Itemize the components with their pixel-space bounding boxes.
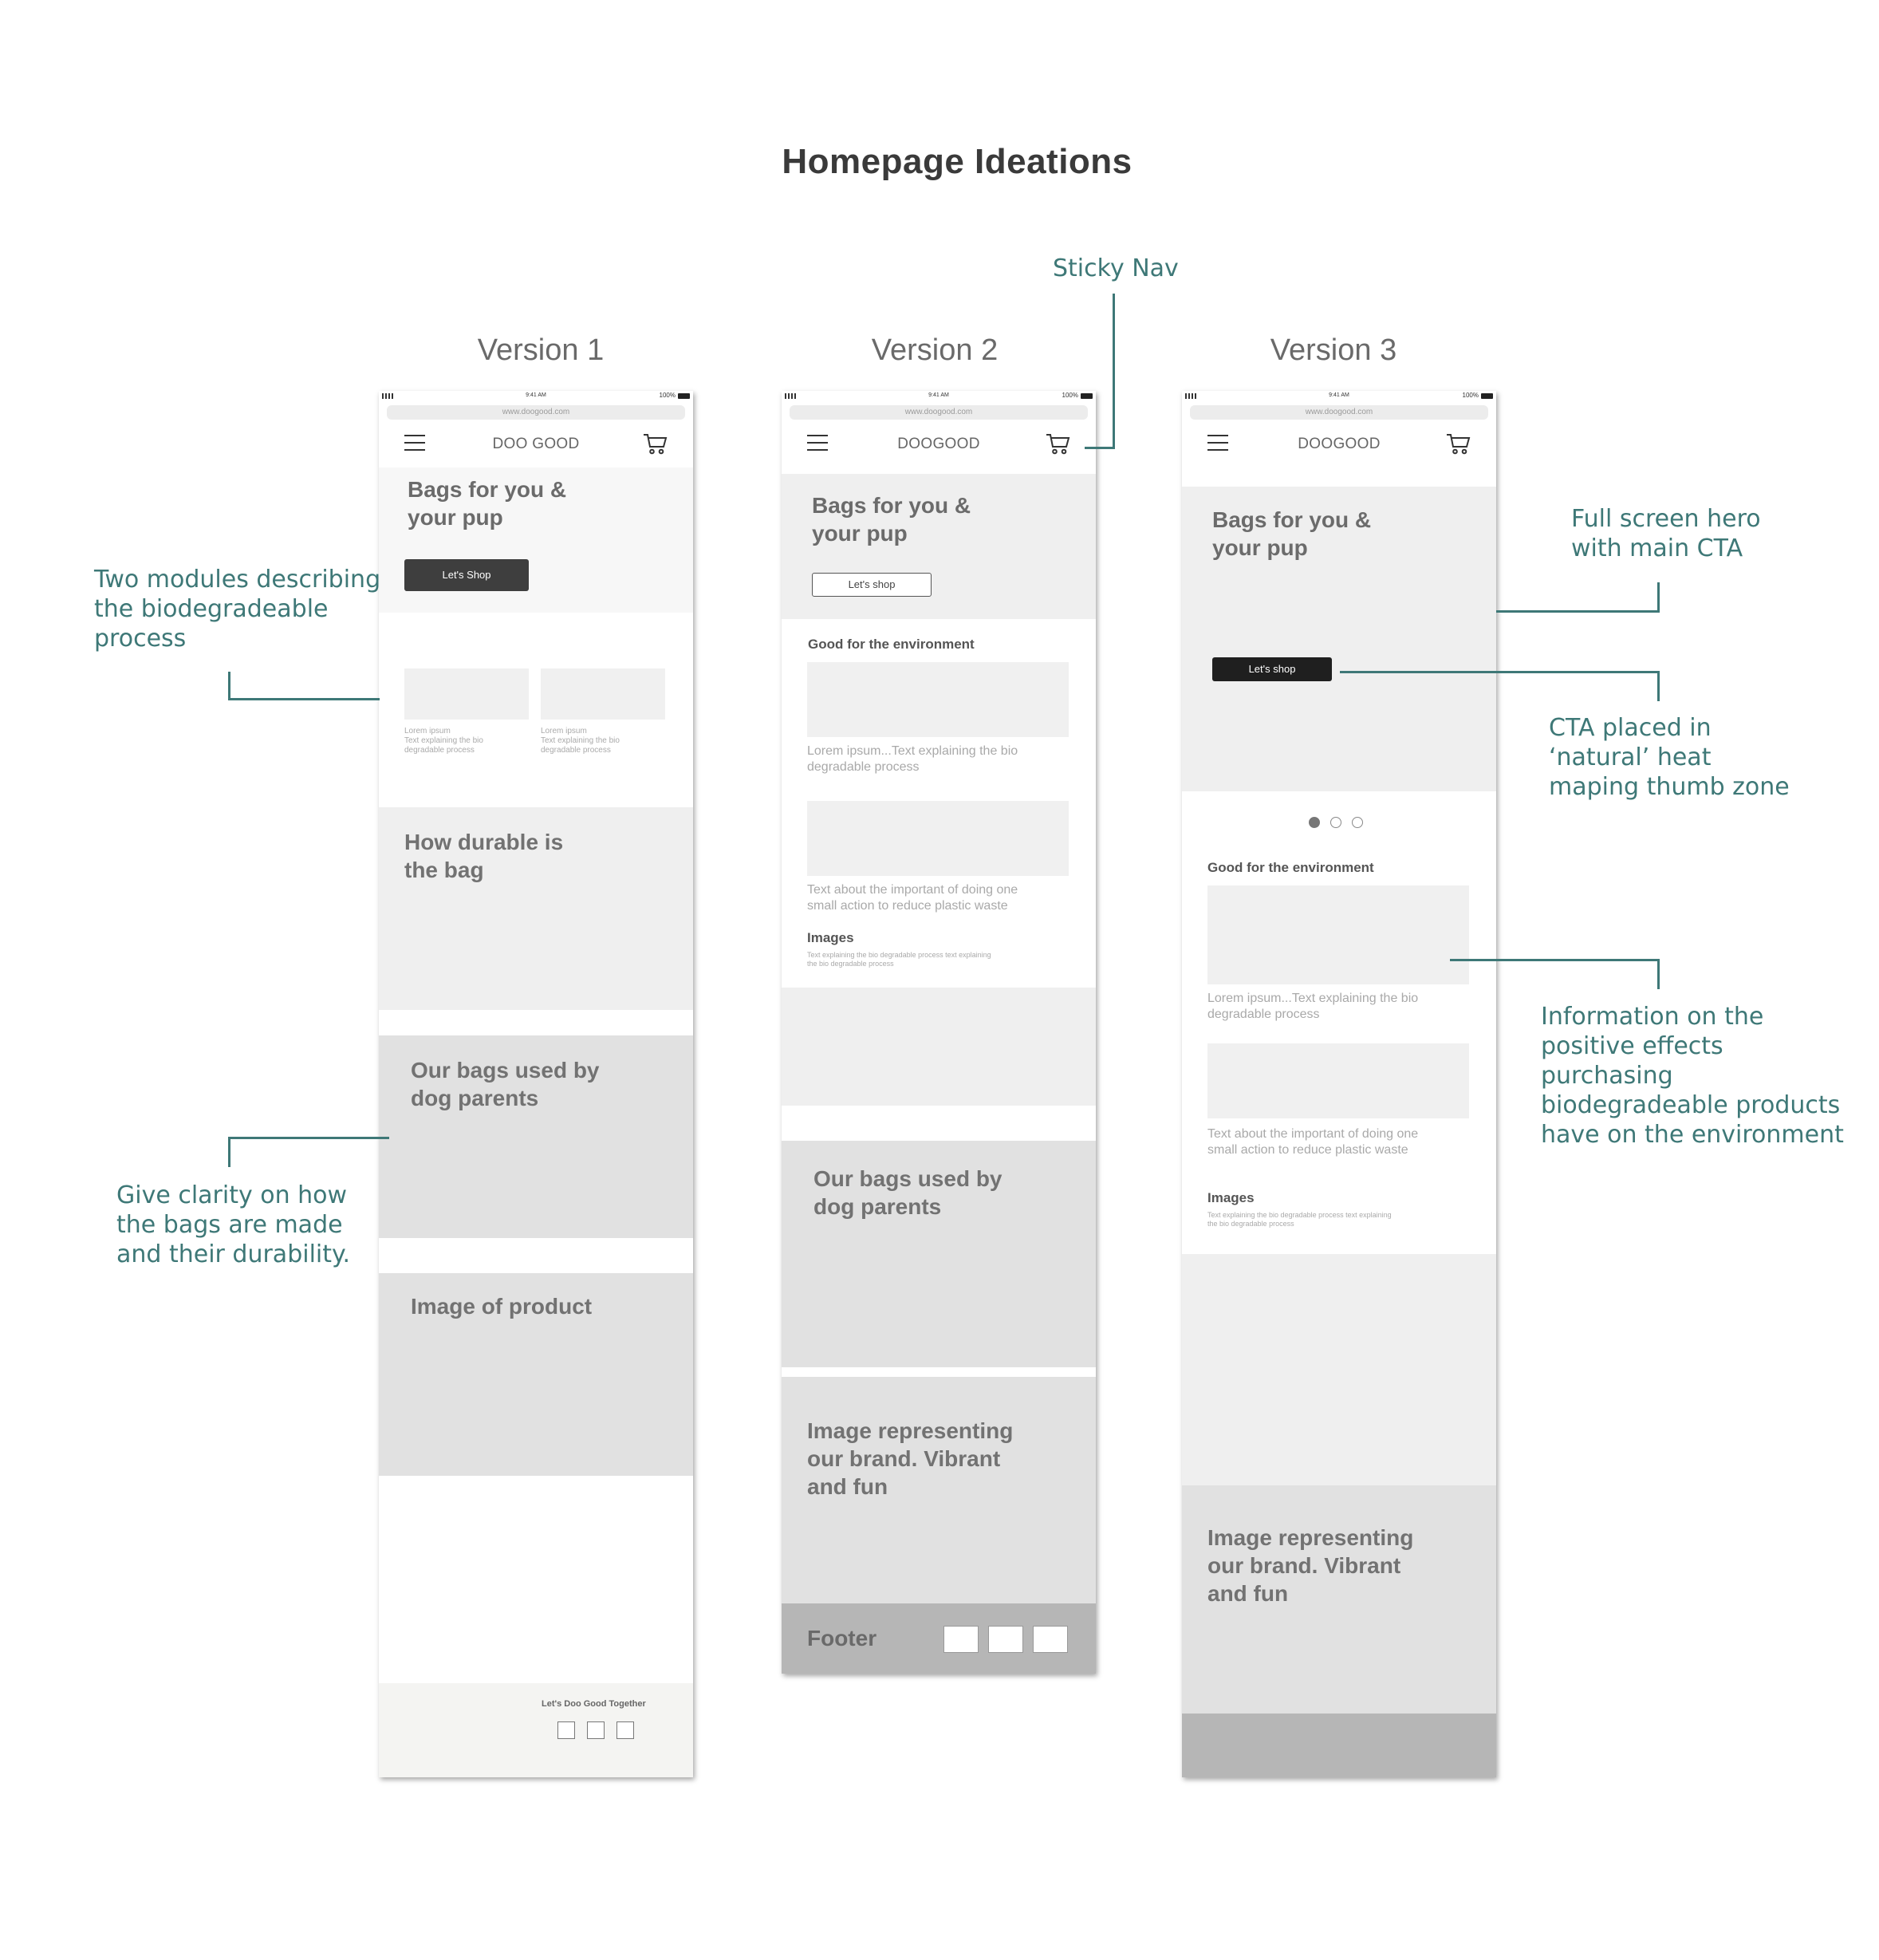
full-screen-hero bbox=[1182, 487, 1496, 791]
cart-icon[interactable] bbox=[642, 431, 669, 458]
battery-icon bbox=[1481, 393, 1493, 399]
version-2-wireframe bbox=[782, 391, 1096, 1674]
footer-label: Footer bbox=[807, 1626, 877, 1650]
brand-image-title: Image representing our brand. Vibrant and fun bbox=[1207, 1525, 1414, 1606]
status-time: 9:41 AM bbox=[928, 392, 949, 398]
version-1-wireframe bbox=[379, 391, 693, 1777]
connector-line bbox=[228, 672, 230, 700]
images-text: Text explaining the bio degradable process text explaining the bio degradable process bbox=[1207, 1211, 1392, 1228]
module-1-text: Lorem ipsum Text explaining the bio degradable process bbox=[404, 727, 483, 755]
footer bbox=[379, 1683, 693, 1777]
version-3-wireframe bbox=[1182, 391, 1496, 1777]
status-time: 9:41 AM bbox=[526, 392, 546, 398]
page-title: Homepage Ideations bbox=[782, 142, 1133, 181]
social-icon[interactable] bbox=[616, 1721, 634, 1739]
environment-caption-2: Text about the important of doing one small action to reduce plastic waste bbox=[1207, 1127, 1419, 1157]
brand-image-section bbox=[1182, 1485, 1496, 1714]
dog-parents-section bbox=[782, 1141, 1096, 1367]
url-bar[interactable]: www.doogood.com bbox=[387, 405, 685, 420]
environment-image-2 bbox=[1207, 1043, 1469, 1118]
product-image-title: Image of product bbox=[411, 1294, 593, 1319]
connector-line bbox=[1450, 959, 1660, 961]
environment-image-1 bbox=[1207, 885, 1469, 984]
hero-title: Bags for you & your pup bbox=[408, 477, 567, 530]
environment-image-1 bbox=[807, 662, 1069, 737]
carousel-dot-active[interactable] bbox=[1309, 817, 1320, 828]
sticky-nav-bar bbox=[782, 423, 1096, 466]
nav-bar bbox=[1182, 423, 1496, 466]
connector-line bbox=[228, 1137, 230, 1167]
connector-line bbox=[1085, 447, 1115, 449]
dog-parents-title: Our bags used by dog parents bbox=[813, 1166, 1003, 1219]
connector-line bbox=[1657, 582, 1660, 613]
hero-section bbox=[782, 474, 1096, 619]
environment-image-2 bbox=[807, 801, 1069, 876]
environment-title: Good for the environment bbox=[808, 637, 975, 652]
images-text: Text explaining the bio degradable process text explaining the bio degradable process bbox=[807, 951, 991, 968]
connector-line bbox=[1340, 671, 1660, 673]
cart-icon[interactable] bbox=[1445, 431, 1472, 458]
brand-logo[interactable]: DOO GOOD bbox=[492, 436, 580, 452]
connector-line bbox=[228, 698, 380, 700]
lets-shop-button[interactable]: Let's shop bbox=[1212, 657, 1332, 681]
environment-caption-1: Lorem ipsum...Text explaining the bio degradable process bbox=[807, 744, 1018, 774]
status-time: 9:41 AM bbox=[1329, 392, 1349, 398]
social-icon[interactable] bbox=[1033, 1626, 1068, 1653]
images-title: Images bbox=[1207, 1190, 1255, 1205]
annotation-sticky-nav: Sticky Nav bbox=[1053, 254, 1179, 282]
social-icon[interactable] bbox=[557, 1721, 575, 1739]
annotation-cta-zone: CTA placed in ‘natural’ heat maping thumb zone bbox=[1549, 714, 1790, 801]
annotation-clarity: Give clarity on how the bags are made and their durability. bbox=[116, 1181, 351, 1268]
battery-percent: 100% bbox=[1462, 392, 1479, 399]
image-section bbox=[1182, 1254, 1496, 1485]
battery-percent: 100% bbox=[1062, 392, 1078, 399]
carousel-dot[interactable] bbox=[1352, 817, 1363, 828]
url-bar[interactable]: www.doogood.com bbox=[790, 405, 1088, 420]
brand-image-section bbox=[782, 1377, 1096, 1603]
dog-parents-section bbox=[379, 1035, 693, 1238]
brand-logo[interactable]: DOOGOOD bbox=[897, 436, 980, 452]
dog-parents-title: Our bags used by dog parents bbox=[411, 1058, 600, 1110]
status-bar bbox=[1182, 391, 1496, 402]
social-icon[interactable] bbox=[943, 1626, 979, 1653]
carousel-dot[interactable] bbox=[1330, 817, 1341, 828]
lets-shop-button[interactable]: Let's shop bbox=[812, 573, 932, 597]
durability-title: How durable is the bag bbox=[404, 830, 564, 882]
cart-icon[interactable] bbox=[1045, 431, 1072, 458]
annotation-two-modules: Two modules describing the biodegradeable process bbox=[94, 566, 381, 653]
footer bbox=[1182, 1714, 1496, 1777]
connector-line bbox=[1113, 294, 1115, 448]
module-2-text: Lorem ipsum Text explaining the bio degradable process bbox=[541, 727, 620, 755]
version-2-label: Version 2 bbox=[871, 333, 999, 367]
annotation-full-screen-hero: Full screen hero with main CTA bbox=[1571, 505, 1761, 562]
social-icon[interactable] bbox=[587, 1721, 605, 1739]
nav-bar bbox=[379, 423, 693, 466]
social-icon[interactable] bbox=[988, 1626, 1023, 1653]
hero-section bbox=[379, 467, 693, 613]
brand-logo[interactable]: DOOGOOD bbox=[1298, 436, 1381, 452]
environment-caption-1: Lorem ipsum...Text explaining the bio degradable process bbox=[1207, 992, 1419, 1021]
environment-caption-2: Text about the important of doing one small action to reduce plastic waste bbox=[807, 883, 1018, 913]
connector-line bbox=[228, 1137, 389, 1139]
status-bar bbox=[782, 391, 1096, 402]
hero-title: Bags for you & your pup bbox=[1212, 507, 1372, 560]
annotation-information: Information on the positive effects purchasing biodegradeable products have on the environment bbox=[1541, 1003, 1844, 1149]
durability-section bbox=[379, 807, 693, 1010]
product-image-section bbox=[379, 1273, 693, 1476]
version-3-label: Version 3 bbox=[1270, 333, 1397, 367]
battery-icon bbox=[1081, 393, 1093, 399]
status-bar bbox=[379, 391, 693, 402]
environment-title: Good for the environment bbox=[1207, 860, 1374, 875]
battery-icon bbox=[678, 393, 690, 399]
image-section bbox=[782, 988, 1096, 1106]
images-title: Images bbox=[807, 930, 854, 945]
hero-title: Bags for you & your pup bbox=[812, 493, 971, 546]
module-2-image bbox=[541, 668, 665, 720]
connector-line bbox=[1657, 671, 1660, 701]
brand-image-title: Image representing our brand. Vibrant and fun bbox=[807, 1418, 1014, 1499]
footer bbox=[782, 1603, 1096, 1674]
footer-tagline: Let's Doo Good Together bbox=[542, 1699, 646, 1709]
connector-line bbox=[1496, 610, 1660, 613]
module-1-image bbox=[404, 668, 529, 720]
version-1-label: Version 1 bbox=[477, 333, 605, 367]
url-bar[interactable]: www.doogood.com bbox=[1190, 405, 1488, 420]
connector-line bbox=[1657, 959, 1660, 989]
lets-shop-button[interactable]: Let's Shop bbox=[404, 559, 529, 591]
battery-percent: 100% bbox=[659, 392, 676, 399]
